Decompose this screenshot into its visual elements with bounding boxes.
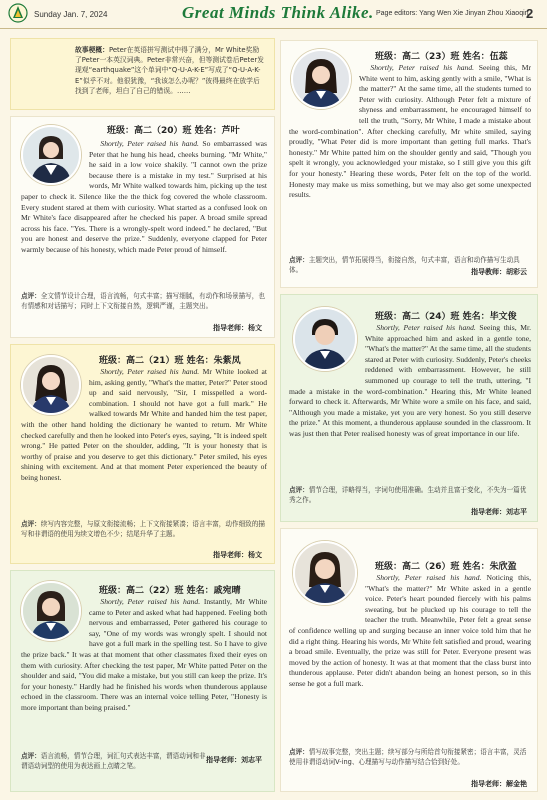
essay-opening-0: Shortly, Peter raised his hand. (100, 139, 199, 148)
comment-text-1: 续写内容完整，与原文衔接流畅；上下文衔接紧凑；语言丰富，动作细致的描写和非谓语的使用为续文增色不少；结尾升华了主题。 (21, 520, 265, 538)
essay-text-3 (289, 63, 531, 253)
essay-card-0 (10, 116, 275, 338)
student-name-line-1: 班级：高二（21）班 姓名：朱紫凤 (99, 356, 241, 366)
essay-text-2 (21, 597, 267, 745)
teacher-name-0: 指导老师：杨文 (213, 324, 262, 332)
essay-card-1 (10, 344, 275, 564)
teacher-name-1: 指导老师：杨文 (213, 551, 262, 559)
comment-text-2: 语言流畅，情节合理，词汇句式表达丰富，谓语动词和非谓语动词型的使用为表达画上点睛之笔。 (21, 752, 206, 770)
comment-text-0: 全文情节设计合理，语言流畅，句式丰富；描写细腻，有动作和场景描写，也有情感和对话描写；同时上下文衔接自然，逻辑严谨，主题突出。 (21, 292, 265, 310)
issue-date: Sunday Jan. 7, 2024 (34, 10, 108, 19)
comment-label-4: 点评： (289, 486, 309, 494)
teacher-name-4: 指导老师：刘志平 (471, 508, 527, 516)
essay-opening-1: Shortly, Peter raised his hand. (100, 367, 200, 376)
essay-text-5 (289, 573, 531, 745)
comment-text-3: 主题突出，情节拓展得当，衔接自然，句式丰富，语言和动作描写生动具体。 (289, 256, 520, 274)
comment-label-5: 点评： (289, 748, 309, 756)
teacher-comment-2 (21, 751, 211, 781)
page-number: 2 (526, 6, 534, 21)
teacher-name-5: 指导老师：解金艳 (471, 780, 527, 788)
page-title: Great Minds Think Alike. (182, 3, 374, 22)
essay-body-0: So embarrassed was Peter that he hung his head, cheeks burning. "Mr White," he said in a low voice shakily. "I cannot own the prize because there is a mistake in my test." Surprised at his words, Mr White walked towards him, picking up the test paper to check it. Silence like the the thick fog covered the whole classroom. Every student stared at them with curiosity. What started as a confused look on Mr White's face disappeared after he checked his paper. A broad smile spread across his face. "Yes. There is a wrongly-spelt word indeed." he declared, "But you are honest and deserve the prize." Suddenly, everyone clapped for Peter warmly because of his honesty, which made Peter proud of himself. (21, 139, 267, 254)
essay-card-2 (10, 570, 275, 792)
essay-body-4: Seeing this, Mr. White approached him and asked in a gentle tone, "What's the matter?" At the same time, all the students stared at Peter with curiosity. Suddenly, Peter's cheeks reddened with embarrassment. However, he still summoned up courage to tell the truth, uttering, "I made a mistake in the word-combination." Hearing this, Mr White leaned forward to check it. Afterwards, Mr White wore a smile on his face, and said, "Although you made a mistake, yet you are very honest. So you still deserve the prize." At this moment, a thunderous applause sounded in the classroom. It was just then that Peter realised honesty was of great importance in our life. (289, 323, 531, 438)
summary-text: Peter在英语拼写测试中得了满分，Mr White奖励了Peter一本英汉词典。Peter非常兴奋，但等测试卷后Peter发现观“earthquake”这个单词中“Q-U-A-K-E”写成了“Q-U-A-K-E”似乎不对。他很犹豫，“我该怎么办呢？”彼得最终在放学后找到了老师，坦白了自己的错误。…… (75, 46, 264, 95)
teacher-comment-5 (289, 747, 531, 779)
essay-opening-4: Shortly, Peter raised his hand. (376, 323, 476, 332)
page-editors: Page editors: Yang Wen Xie Jinyan Zhou Xiaoqin (376, 10, 529, 17)
essay-opening-2: Shortly, Peter raised his hand. (100, 597, 201, 606)
comment-label-3: 点评： (289, 256, 309, 264)
essay-opening-3: Shortly, Peter raised his hand. (370, 63, 475, 72)
essay-card-5 (280, 528, 538, 792)
school-logo-icon (8, 3, 28, 23)
comment-text-4: 情节合理，详略得当，字词句使用准确。生动并且富于变化，不失为一篇优秀之作。 (289, 486, 527, 504)
story-summary (75, 45, 265, 107)
teacher-name-2: 指导老师：刘志平 (206, 756, 262, 764)
teacher-comment-4 (289, 485, 531, 507)
essay-text-0 (21, 139, 267, 287)
student-name-line-5: 班级：高二（26）班 姓名：朱欣盈 (375, 562, 517, 572)
student-name-line-2: 班级：高二（22）班 姓名：戚宛晴 (99, 586, 241, 596)
essay-card-3 (280, 40, 538, 288)
comment-label-0: 点评： (21, 292, 41, 300)
essay-card-4 (280, 294, 538, 522)
summary-label: 故事梗概： (75, 46, 109, 54)
teacher-comment-0 (21, 291, 267, 321)
teacher-name-3: 指导教师：胡彩云 (471, 268, 527, 276)
essay-text-1 (21, 367, 267, 515)
teacher-comment-1 (21, 519, 267, 549)
essay-text-4 (289, 323, 531, 483)
story-summary-box (10, 38, 275, 110)
essay-body-2: Instantly, Mr White came to Peter and asked what had happened. Feeling both nervous and embarrassed, Peter gathered his courage to say, "One of my words was wrongly spelt. I should not have got a full mark in the spelling test. So I have to give the prize back." It was at that moment that other classmates fixed their eyes on them with curiosity. After checking the test paper, Mr White patted Peter on the shoulder and said, "You did make a mistake, but you still can keep the prize. It's for your honesty." Hardly had he finished his words when thunderous applause echoed in the classroom. There was an internal voice telling Peter, "Honesty is more important than being praised." (21, 597, 267, 712)
comment-text-5: 情写故事完整，突出主题；续写部分与所给首句衔接紧密；语言丰富，灵活使用非谓语动词V-ing、心理描写与动作描写结合恰到好处。 (289, 748, 527, 766)
comment-label-1: 点评： (21, 520, 41, 528)
essay-body-5: Noticing this, "What's the matter?" Mr White asked in a gentle voice. Peter's heart pounded fiercely with his palms sweating, but he plucked up his courage to tell the teacher the truth. Meanwhile, Peter felt a great sense of confidence welling up and surging because an inner voice told him that he did a right thing. Hearing his words, Mr White felt satisfied and proud, wearing a broad smile. Eventually, the prize was still for Peter. Everyone present was moved by the action of honesty. It was at that moment that the class burst into thunderous applause. Peter didn't abandon being an honest person, so in this sense he got a full mark. (289, 573, 531, 688)
essay-body-1: Mr White looked at him, asking gently, "What's the matter, Peter?" Peter stood up and said nervously, "Sir, I misspelled a word-combination. I should not have got a full mark." He walked towards Mr White and handed him the test paper, with the other hand holding the dictionary he wanted to return. Mr White checked carefully and then he looked into Peter's eyes, saying, "It is indeed spelt wrong." He patted Peter on the shoulder, adding, "It is your honesty that is worthy of praise and you deserve to get this dictionary." Peter smiled, his eyes shining with excitement. And at that moment Peter experienced the beauty of being honest. (21, 367, 267, 482)
student-name-line-4: 班级：高二（24）班 姓名：毕文俊 (375, 312, 517, 322)
comment-label-2: 点评： (21, 752, 41, 760)
page-header (0, 0, 547, 29)
essay-body-3: Seeing this, Mr White went to him, asking gently with a smile, "What is the matter?" At the same time, all the students turned to Peter with curiosity. Although Peter felt a mixture of shyness and embarrassment, he encouraged himself to tell the truth, "Sorry, Mr White, I made a mistake about the word-combination". After checking carefully, Mr white smiled, saying proudly, "What Peter did is more important than getting full marks. That's honesty." Mr White patted him on the shoulder gently and said, "Though you spelt it wrongly, you acknowledged your mistake, so I still give you this gift for your honesty." Hearing these words, Peter felt on the top of the world. Honesty may make us miss something, but we may also get some unexpected results. (289, 63, 531, 200)
student-name-line-3: 班级：高二（23）班 姓名：伍蕊 (375, 52, 508, 62)
student-name-line-0: 班级：高二（20）班 姓名：芦叶 (107, 126, 240, 136)
essay-opening-5: Shortly, Peter raised his hand. (376, 573, 482, 582)
